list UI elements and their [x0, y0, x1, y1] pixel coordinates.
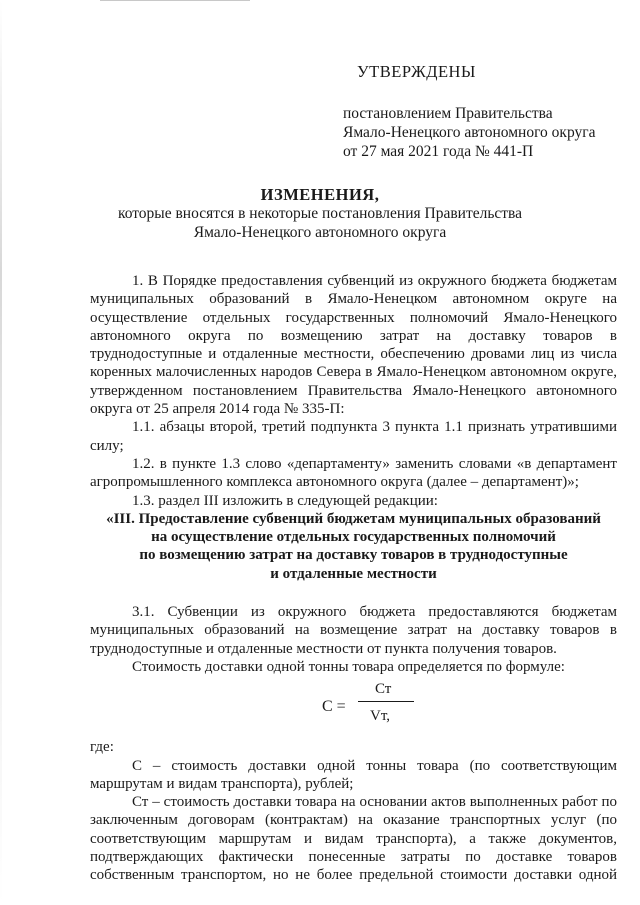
paragraph-1: 1. В Порядке предоставления субвенций из окружного бюджета бюджетам муниципальных образований в Ямало-Ненецком автономном округе на осуществление отдельных государственных полномочий Ямало-Ненецкого автономного округа по возмещению затрат на доставку товаров в труднодоступные и отдаленные местности, обеспечению дровами лиц из числа коренных малочисленных народов Севера в Ямало-Ненецком автономном округе, утвержденном постановлением Правительства Ямало-Ненецкого автономного округа от 25 апреля 2014 года № 335-П:: [90, 273, 617, 418]
section-heading-line-2: на осуществление отдельных государственных полномочий: [151, 529, 556, 546]
scan-edge-shadow: [0, 0, 2, 905]
approval-line-3: от 27 мая 2021 года № 441-П: [343, 143, 534, 160]
paragraph-1-2: 1.2. в пункте 1.3 слово «департаменту» заменить словами «в департамент агропромышленного комплекса автономного округа (далее – департамент)»;: [90, 455, 617, 491]
formula-denominator: Vт,: [370, 708, 391, 725]
paragraph-cost-formula-intro: Стоимость доставки одной тонны товара определяется по формуле:: [132, 658, 565, 675]
document-subtitle-line-2: Ямало-Ненецкого автономного округа: [193, 224, 447, 241]
section-heading-line-3: по возмещению затрат на доставку товаров в труднодоступные: [139, 547, 568, 564]
scan-top-mark: [100, 0, 250, 1]
section-heading-line-4: и отдаленные местности: [270, 565, 437, 582]
approved-label: УТВЕРЖДЕНЫ: [357, 62, 476, 81]
formula-numerator: Ст: [375, 681, 392, 698]
paragraph-1-3: 1.3. раздел III изложить в следующей редакции:: [132, 492, 438, 509]
definition-ct: Ст – стоимость доставки товара на основании актов выполненных работ по заключенным договорам (контрактам) на оказание транспортных услуг (по соответствующим маршрутам и видам транспорта), а также документов, подтверждающих фактически понесенные затраты по доставке товаров собственным транспортом, но не более предельной стоимости доставки одной: [90, 794, 617, 884]
document-title: ИЗМЕНЕНИЯ,: [260, 185, 380, 204]
approval-line-2: Ямало-Ненецкого автономного округа: [343, 124, 596, 141]
cost-formula: [90, 680, 617, 738]
document-body: [90, 272, 617, 885]
spacer: [90, 583, 617, 603]
section-heading: [90, 510, 617, 583]
document-subtitle-line-1: которые вносятся в некоторые постановления Правительства: [117, 205, 523, 222]
document-title-block: [90, 185, 550, 242]
section-heading-line-1: «III. Предоставление субвенций бюджетам муниципальных образований: [106, 510, 601, 527]
paragraph-1-1: 1.1. абзацы второй, третий подпункта 3 пункта 1.1 признать утратившими силу;: [90, 419, 617, 454]
formula-lhs: С =: [322, 698, 346, 716]
formula-fraction-bar: [358, 701, 414, 702]
where-label: где:: [90, 739, 114, 756]
definition-c: С – стоимость доставки одной тонны товара (по соответствующим маршрутам и видам транспорта), рублей;: [90, 757, 617, 792]
paragraph-3-1: 3.1. Субвенции из окружного бюджета предоставляются бюджетам муниципальных образований на возмещение затрат на доставку товаров в труднодоступные и отдаленные местности от пункта получения товаров.: [90, 604, 617, 657]
approval-stamp: [343, 62, 613, 161]
approval-line-1: постановлением Правительства: [343, 105, 553, 122]
